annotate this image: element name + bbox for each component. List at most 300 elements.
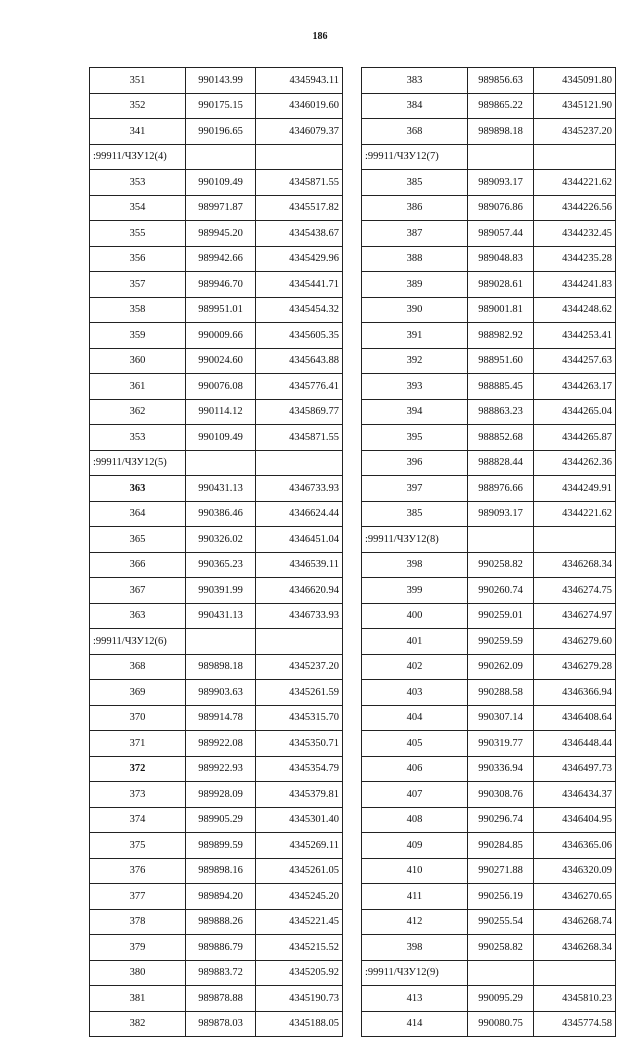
- group-header-row: [362, 527, 616, 553]
- group-label: :99911/ЧЗУ12(8): [362, 527, 468, 553]
- point-id-cell: 380: [90, 960, 186, 986]
- point-id-cell: 396: [362, 450, 468, 476]
- x-coordinate-cell: 989001.81: [468, 297, 534, 323]
- x-coordinate-cell: 990175.15: [186, 93, 256, 119]
- y-coordinate-cell: 4346366.94: [534, 680, 616, 706]
- point-id-cell: 387: [362, 221, 468, 247]
- x-coordinate-cell: 990258.82: [468, 552, 534, 578]
- point-id-cell: 363: [90, 603, 186, 629]
- y-coordinate-cell: 4345205.92: [256, 960, 343, 986]
- x-coordinate-cell: 989883.72: [186, 960, 256, 986]
- group-label: :99911/ЧЗУ12(4): [90, 144, 186, 170]
- point-id-cell: 368: [362, 119, 468, 145]
- y-coordinate-cell: 4346497.73: [534, 756, 616, 782]
- y-coordinate-cell: 4345354.79: [256, 756, 343, 782]
- point-id-cell: 394: [362, 399, 468, 425]
- x-coordinate-cell: 988828.44: [468, 450, 534, 476]
- x-coordinate-cell: 990080.75: [468, 1011, 534, 1037]
- x-coordinate-cell: 990262.09: [468, 654, 534, 680]
- x-coordinate-cell: 988852.68: [468, 425, 534, 451]
- empty-cell: [186, 144, 256, 170]
- empty-cell: [468, 144, 534, 170]
- table-row: [362, 195, 616, 221]
- y-coordinate-cell: 4345429.96: [256, 246, 343, 272]
- x-coordinate-cell: 990365.23: [186, 552, 256, 578]
- point-id-cell: 391: [362, 323, 468, 349]
- x-coordinate-cell: 989899.59: [186, 833, 256, 859]
- table-row: [362, 833, 616, 859]
- table-row: [362, 909, 616, 935]
- point-id-cell: 352: [90, 93, 186, 119]
- y-coordinate-cell: 4346733.93: [256, 476, 343, 502]
- table-row: [362, 93, 616, 119]
- table-row: [90, 297, 343, 323]
- point-id-cell: 385: [362, 501, 468, 527]
- point-id-cell: 375: [90, 833, 186, 859]
- table-row: [90, 654, 343, 680]
- y-coordinate-cell: 4346624.44: [256, 501, 343, 527]
- table-row: [362, 1011, 616, 1037]
- point-id-cell: 376: [90, 858, 186, 884]
- x-coordinate-cell: 989946.70: [186, 272, 256, 298]
- table-row: [362, 756, 616, 782]
- x-coordinate-cell: 990336.94: [468, 756, 534, 782]
- y-coordinate-cell: 4344249.91: [534, 476, 616, 502]
- x-coordinate-cell: 989093.17: [468, 501, 534, 527]
- table-row: [362, 450, 616, 476]
- x-coordinate-cell: 990259.01: [468, 603, 534, 629]
- point-id-cell: 400: [362, 603, 468, 629]
- empty-cell: [256, 450, 343, 476]
- y-coordinate-cell: 4345245.20: [256, 884, 343, 910]
- table-row: [90, 705, 343, 731]
- table-row: [90, 782, 343, 808]
- y-coordinate-cell: 4346408.64: [534, 705, 616, 731]
- x-coordinate-cell: 990009.66: [186, 323, 256, 349]
- table-row: [90, 527, 343, 553]
- y-coordinate-cell: 4346274.75: [534, 578, 616, 604]
- point-id-cell: 368: [90, 654, 186, 680]
- y-coordinate-cell: 4345121.90: [534, 93, 616, 119]
- y-coordinate-cell: 4344226.56: [534, 195, 616, 221]
- y-coordinate-cell: 4346279.28: [534, 654, 616, 680]
- point-id-cell: 392: [362, 348, 468, 374]
- x-coordinate-cell: 990114.12: [186, 399, 256, 425]
- x-coordinate-cell: 989942.66: [186, 246, 256, 272]
- x-coordinate-cell: 989898.18: [186, 654, 256, 680]
- table-row: [90, 93, 343, 119]
- y-coordinate-cell: 4346448.44: [534, 731, 616, 757]
- y-coordinate-cell: 4345643.88: [256, 348, 343, 374]
- x-coordinate-cell: 990109.49: [186, 425, 256, 451]
- empty-cell: [186, 629, 256, 655]
- point-id-cell: 413: [362, 986, 468, 1012]
- y-coordinate-cell: 4346079.37: [256, 119, 343, 145]
- table-row: [90, 884, 343, 910]
- y-coordinate-cell: 4344221.62: [534, 501, 616, 527]
- x-coordinate-cell: 989048.83: [468, 246, 534, 272]
- y-coordinate-cell: 4344253.41: [534, 323, 616, 349]
- empty-cell: [468, 527, 534, 553]
- point-id-cell: 414: [362, 1011, 468, 1037]
- table-row: [90, 374, 343, 400]
- x-coordinate-cell: 989057.44: [468, 221, 534, 247]
- table-row: [90, 960, 343, 986]
- y-coordinate-cell: 4346268.74: [534, 909, 616, 935]
- point-id-cell: 357: [90, 272, 186, 298]
- y-coordinate-cell: 4345221.45: [256, 909, 343, 935]
- table-row: [362, 119, 616, 145]
- point-id-cell: 407: [362, 782, 468, 808]
- x-coordinate-cell: 990296.74: [468, 807, 534, 833]
- y-coordinate-cell: 4344257.63: [534, 348, 616, 374]
- point-id-cell: 361: [90, 374, 186, 400]
- point-id-cell: 410: [362, 858, 468, 884]
- table-row: [362, 578, 616, 604]
- point-id-cell: 411: [362, 884, 468, 910]
- x-coordinate-cell: 989878.03: [186, 1011, 256, 1037]
- y-coordinate-cell: 4345776.41: [256, 374, 343, 400]
- x-coordinate-cell: 989951.01: [186, 297, 256, 323]
- x-coordinate-cell: 990256.19: [468, 884, 534, 910]
- table-row: [362, 782, 616, 808]
- group-header-row: [90, 144, 343, 170]
- table-row: [90, 348, 343, 374]
- point-id-cell: 341: [90, 119, 186, 145]
- y-coordinate-cell: 4344241.83: [534, 272, 616, 298]
- table-row: [90, 195, 343, 221]
- y-coordinate-cell: 4346320.09: [534, 858, 616, 884]
- point-id-cell: 409: [362, 833, 468, 859]
- x-coordinate-cell: 989028.61: [468, 272, 534, 298]
- point-id-cell: 372: [90, 756, 186, 782]
- y-coordinate-cell: 4345871.55: [256, 425, 343, 451]
- point-id-cell: 360: [90, 348, 186, 374]
- table-row: [90, 221, 343, 247]
- x-coordinate-cell: 988982.92: [468, 323, 534, 349]
- point-id-cell: 402: [362, 654, 468, 680]
- y-coordinate-cell: 4345438.67: [256, 221, 343, 247]
- empty-cell: [534, 527, 616, 553]
- point-id-cell: 359: [90, 323, 186, 349]
- point-id-cell: 353: [90, 170, 186, 196]
- y-coordinate-cell: 4346274.97: [534, 603, 616, 629]
- point-id-cell: 408: [362, 807, 468, 833]
- coordinates-table-left: [89, 67, 343, 1037]
- y-coordinate-cell: 4345869.77: [256, 399, 343, 425]
- y-coordinate-cell: 4346620.94: [256, 578, 343, 604]
- x-coordinate-cell: 988976.66: [468, 476, 534, 502]
- point-id-cell: 378: [90, 909, 186, 935]
- x-coordinate-cell: 988885.45: [468, 374, 534, 400]
- x-coordinate-cell: 989076.86: [468, 195, 534, 221]
- x-coordinate-cell: 990024.60: [186, 348, 256, 374]
- point-id-cell: 379: [90, 935, 186, 961]
- x-coordinate-cell: 990076.08: [186, 374, 256, 400]
- point-id-cell: 365: [90, 527, 186, 553]
- y-coordinate-cell: 4344248.62: [534, 297, 616, 323]
- y-coordinate-cell: 4346279.60: [534, 629, 616, 655]
- x-coordinate-cell: 989898.16: [186, 858, 256, 884]
- point-id-cell: 412: [362, 909, 468, 935]
- point-id-cell: 362: [90, 399, 186, 425]
- point-id-cell: 367: [90, 578, 186, 604]
- point-id-cell: 398: [362, 935, 468, 961]
- x-coordinate-cell: 989886.79: [186, 935, 256, 961]
- table-row: [362, 884, 616, 910]
- point-id-cell: 385: [362, 170, 468, 196]
- table-row: [90, 425, 343, 451]
- group-header-row: [362, 960, 616, 986]
- table-row: [362, 680, 616, 706]
- table-row: [362, 986, 616, 1012]
- table-row: [362, 221, 616, 247]
- x-coordinate-cell: 989928.09: [186, 782, 256, 808]
- y-coordinate-cell: 4345190.73: [256, 986, 343, 1012]
- table-row: [90, 833, 343, 859]
- empty-cell: [256, 629, 343, 655]
- table-row: [362, 629, 616, 655]
- x-coordinate-cell: 990431.13: [186, 603, 256, 629]
- y-coordinate-cell: 4346404.95: [534, 807, 616, 833]
- empty-cell: [534, 960, 616, 986]
- y-coordinate-cell: 4344265.87: [534, 425, 616, 451]
- y-coordinate-cell: 4345943.11: [256, 68, 343, 94]
- x-coordinate-cell: 990319.77: [468, 731, 534, 757]
- table-row: [90, 731, 343, 757]
- x-coordinate-cell: 989894.20: [186, 884, 256, 910]
- point-id-cell: 393: [362, 374, 468, 400]
- y-coordinate-cell: 4344263.17: [534, 374, 616, 400]
- y-coordinate-cell: 4344262.36: [534, 450, 616, 476]
- point-id-cell: 356: [90, 246, 186, 272]
- group-header-row: [362, 144, 616, 170]
- table-row: [362, 399, 616, 425]
- x-coordinate-cell: 990391.99: [186, 578, 256, 604]
- point-id-cell: 403: [362, 680, 468, 706]
- x-coordinate-cell: 990255.54: [468, 909, 534, 935]
- y-coordinate-cell: 4344232.45: [534, 221, 616, 247]
- table-row: [90, 603, 343, 629]
- x-coordinate-cell: 989905.29: [186, 807, 256, 833]
- group-header-row: [90, 450, 343, 476]
- table-row: [362, 348, 616, 374]
- point-id-cell: 369: [90, 680, 186, 706]
- point-id-cell: 386: [362, 195, 468, 221]
- page-number: 186: [312, 31, 328, 42]
- table-row: [362, 476, 616, 502]
- x-coordinate-cell: 990308.76: [468, 782, 534, 808]
- table-row: [362, 501, 616, 527]
- table-row: [362, 272, 616, 298]
- table-row: [90, 170, 343, 196]
- y-coordinate-cell: 4345215.52: [256, 935, 343, 961]
- x-coordinate-cell: 990288.58: [468, 680, 534, 706]
- table-row: [90, 476, 343, 502]
- x-coordinate-cell: 990431.13: [186, 476, 256, 502]
- y-coordinate-cell: 4345350.71: [256, 731, 343, 757]
- y-coordinate-cell: 4345774.58: [534, 1011, 616, 1037]
- y-coordinate-cell: 4346733.93: [256, 603, 343, 629]
- table-row: [90, 119, 343, 145]
- empty-cell: [256, 144, 343, 170]
- x-coordinate-cell: 988863.23: [468, 399, 534, 425]
- table-row: [90, 756, 343, 782]
- y-coordinate-cell: 4345188.05: [256, 1011, 343, 1037]
- y-coordinate-cell: 4345871.55: [256, 170, 343, 196]
- x-coordinate-cell: 989865.22: [468, 93, 534, 119]
- x-coordinate-cell: 990259.59: [468, 629, 534, 655]
- point-id-cell: 371: [90, 731, 186, 757]
- point-id-cell: 383: [362, 68, 468, 94]
- point-id-cell: 363: [90, 476, 186, 502]
- x-coordinate-cell: 989898.18: [468, 119, 534, 145]
- x-coordinate-cell: 989878.88: [186, 986, 256, 1012]
- coordinates-table-right: [361, 67, 616, 1037]
- y-coordinate-cell: 4346451.04: [256, 527, 343, 553]
- table-row: [90, 552, 343, 578]
- point-id-cell: 388: [362, 246, 468, 272]
- empty-cell: [534, 144, 616, 170]
- table-row: [362, 705, 616, 731]
- table-row: [90, 858, 343, 884]
- point-id-cell: 355: [90, 221, 186, 247]
- y-coordinate-cell: 4344265.04: [534, 399, 616, 425]
- y-coordinate-cell: 4346365.06: [534, 833, 616, 859]
- x-coordinate-cell: 990258.82: [468, 935, 534, 961]
- point-id-cell: 374: [90, 807, 186, 833]
- point-id-cell: 406: [362, 756, 468, 782]
- table-row: [90, 246, 343, 272]
- group-label: :99911/ЧЗУ12(7): [362, 144, 468, 170]
- y-coordinate-cell: 4345237.20: [534, 119, 616, 145]
- table-row: [362, 68, 616, 94]
- y-coordinate-cell: 4346270.65: [534, 884, 616, 910]
- point-id-cell: 382: [90, 1011, 186, 1037]
- x-coordinate-cell: 990260.74: [468, 578, 534, 604]
- table-row: [90, 986, 343, 1012]
- y-coordinate-cell: 4345269.11: [256, 833, 343, 859]
- x-coordinate-cell: 989945.20: [186, 221, 256, 247]
- table-row: [362, 935, 616, 961]
- table-row: [362, 603, 616, 629]
- x-coordinate-cell: 990284.85: [468, 833, 534, 859]
- empty-cell: [186, 450, 256, 476]
- point-id-cell: 351: [90, 68, 186, 94]
- table-row: [90, 399, 343, 425]
- point-id-cell: 381: [90, 986, 186, 1012]
- table-row: [362, 297, 616, 323]
- table-row: [362, 323, 616, 349]
- point-id-cell: 373: [90, 782, 186, 808]
- x-coordinate-cell: 989903.63: [186, 680, 256, 706]
- point-id-cell: 397: [362, 476, 468, 502]
- y-coordinate-cell: 4345237.20: [256, 654, 343, 680]
- group-header-row: [90, 629, 343, 655]
- y-coordinate-cell: 4345454.32: [256, 297, 343, 323]
- point-id-cell: 404: [362, 705, 468, 731]
- x-coordinate-cell: 990109.49: [186, 170, 256, 196]
- table-row: [90, 1011, 343, 1037]
- point-id-cell: 366: [90, 552, 186, 578]
- y-coordinate-cell: 4345517.82: [256, 195, 343, 221]
- y-coordinate-cell: 4345441.71: [256, 272, 343, 298]
- y-coordinate-cell: 4345261.05: [256, 858, 343, 884]
- table-row: [362, 731, 616, 757]
- y-coordinate-cell: 4345315.70: [256, 705, 343, 731]
- y-coordinate-cell: 4345810.23: [534, 986, 616, 1012]
- y-coordinate-cell: 4345605.35: [256, 323, 343, 349]
- x-coordinate-cell: 989922.93: [186, 756, 256, 782]
- y-coordinate-cell: 4345379.81: [256, 782, 343, 808]
- x-coordinate-cell: 989922.08: [186, 731, 256, 757]
- group-label: :99911/ЧЗУ12(9): [362, 960, 468, 986]
- x-coordinate-cell: 989093.17: [468, 170, 534, 196]
- point-id-cell: 353: [90, 425, 186, 451]
- point-id-cell: 354: [90, 195, 186, 221]
- x-coordinate-cell: 990307.14: [468, 705, 534, 731]
- x-coordinate-cell: 989914.78: [186, 705, 256, 731]
- y-coordinate-cell: 4346539.11: [256, 552, 343, 578]
- table-row: [90, 807, 343, 833]
- y-coordinate-cell: 4345261.59: [256, 680, 343, 706]
- table-row: [90, 68, 343, 94]
- x-coordinate-cell: 990196.65: [186, 119, 256, 145]
- x-coordinate-cell: 990326.02: [186, 527, 256, 553]
- point-id-cell: 389: [362, 272, 468, 298]
- point-id-cell: 399: [362, 578, 468, 604]
- point-id-cell: 395: [362, 425, 468, 451]
- y-coordinate-cell: 4344235.28: [534, 246, 616, 272]
- table-row: [362, 246, 616, 272]
- point-id-cell: 384: [362, 93, 468, 119]
- table-row: [90, 680, 343, 706]
- y-coordinate-cell: 4344221.62: [534, 170, 616, 196]
- x-coordinate-cell: 989971.87: [186, 195, 256, 221]
- empty-cell: [468, 960, 534, 986]
- x-coordinate-cell: 990386.46: [186, 501, 256, 527]
- x-coordinate-cell: 990095.29: [468, 986, 534, 1012]
- y-coordinate-cell: 4346019.60: [256, 93, 343, 119]
- table-row: [362, 552, 616, 578]
- x-coordinate-cell: 990143.99: [186, 68, 256, 94]
- point-id-cell: 358: [90, 297, 186, 323]
- y-coordinate-cell: 4345091.80: [534, 68, 616, 94]
- table-row: [362, 858, 616, 884]
- point-id-cell: 398: [362, 552, 468, 578]
- point-id-cell: 405: [362, 731, 468, 757]
- table-row: [90, 323, 343, 349]
- y-coordinate-cell: 4345301.40: [256, 807, 343, 833]
- group-label: :99911/ЧЗУ12(5): [90, 450, 186, 476]
- table-row: [90, 935, 343, 961]
- table-row: [90, 272, 343, 298]
- x-coordinate-cell: 990271.88: [468, 858, 534, 884]
- point-id-cell: 390: [362, 297, 468, 323]
- point-id-cell: 401: [362, 629, 468, 655]
- point-id-cell: 364: [90, 501, 186, 527]
- x-coordinate-cell: 989856.63: [468, 68, 534, 94]
- table-row: [362, 425, 616, 451]
- y-coordinate-cell: 4346268.34: [534, 552, 616, 578]
- table-row: [90, 909, 343, 935]
- table-row: [90, 578, 343, 604]
- x-coordinate-cell: 988951.60: [468, 348, 534, 374]
- x-coordinate-cell: 989888.26: [186, 909, 256, 935]
- table-row: [362, 654, 616, 680]
- table-row: [362, 807, 616, 833]
- point-id-cell: 370: [90, 705, 186, 731]
